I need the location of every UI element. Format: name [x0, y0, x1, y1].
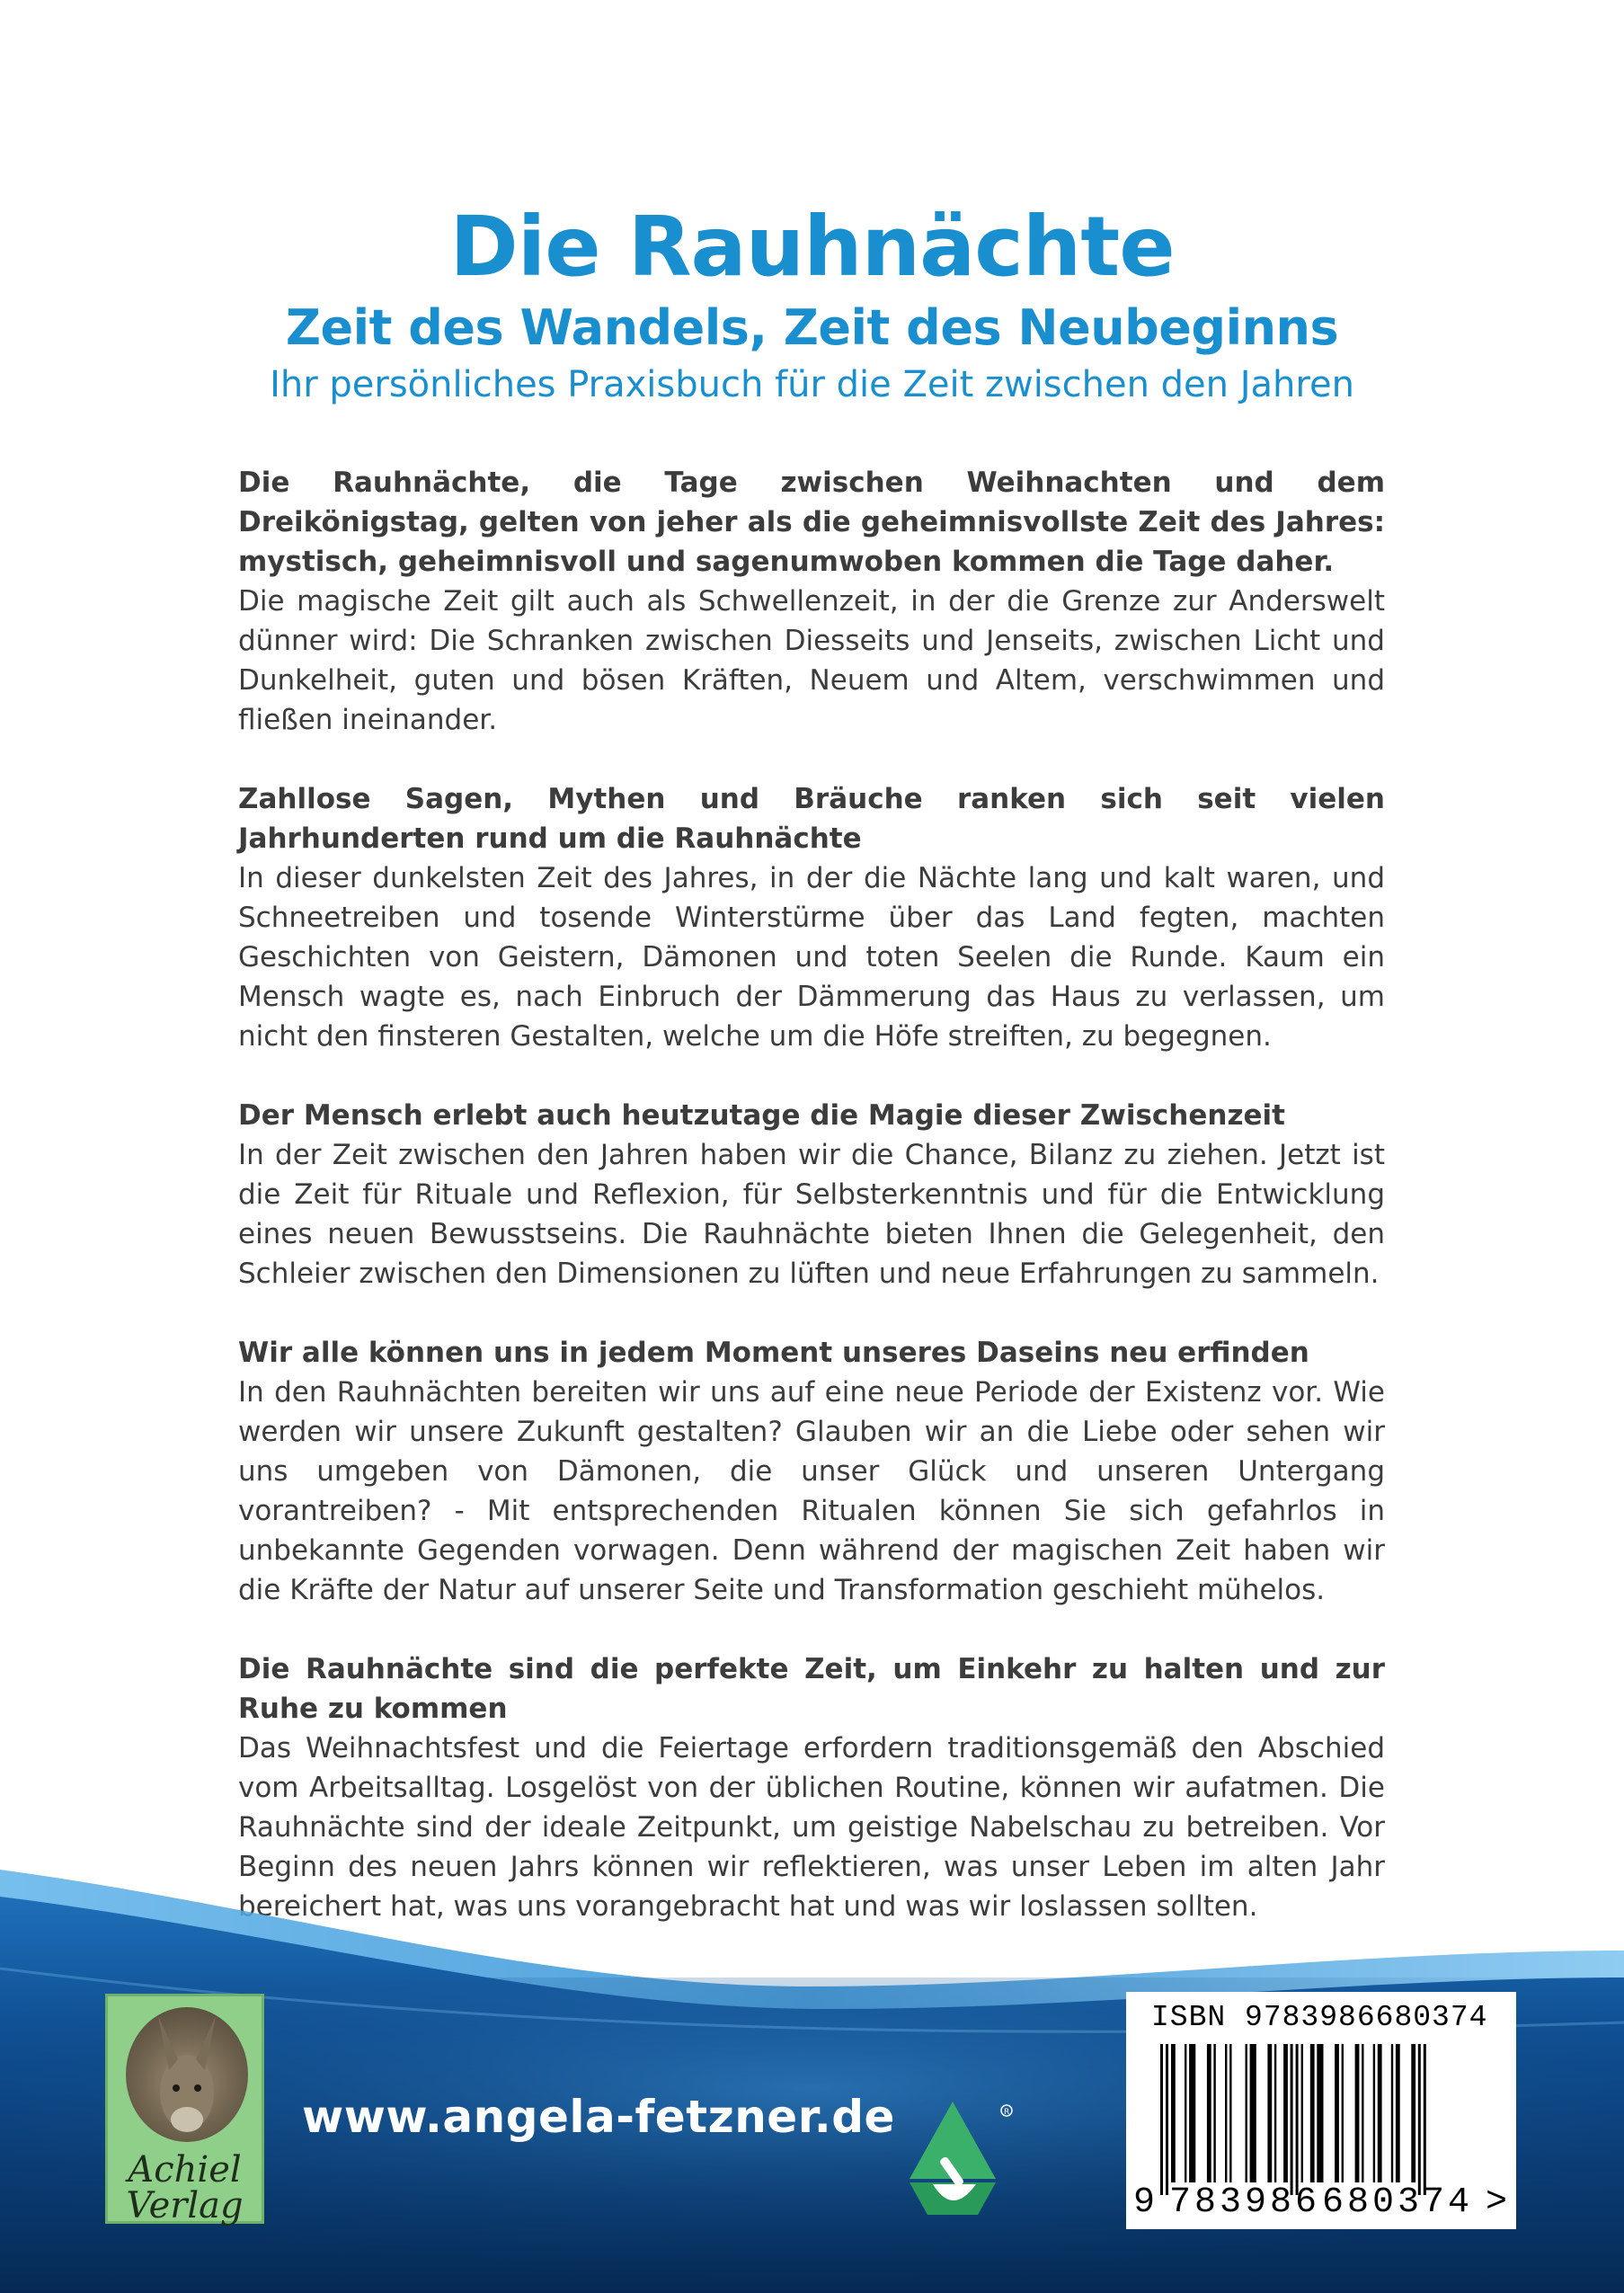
barcode-bar [1396, 2044, 1400, 2182]
barcode-bar [1411, 2044, 1415, 2182]
barcode-digits [1126, 2182, 1516, 2226]
section-body: In der Zeit zwischen den Jahren haben wir die Chance, Bilanz zu ziehen. Jetzt ist die Zeit für Rituale und Reflexion, für Selbsterkenntnis und für die Entwicklung eines neuen Bewusstseins. Die Rauhnächte bieten Ihnen die Gelegenheit, den Schleier zwischen den Dimensionen zu lüften und neue Erfahrungen zu sammeln. [238, 1139, 1385, 1290]
barcode-bar [1246, 2044, 1247, 2182]
barcode-bar [1267, 2044, 1272, 2182]
section-heading: Der Mensch erlebt auch heutzutage die Magie dieser Zwischenzeit [238, 1099, 1285, 1132]
barcode-bar [1189, 2044, 1195, 2182]
svg-text:R: R [1004, 2108, 1010, 2117]
blurb-section [238, 463, 1385, 740]
header [0, 198, 1624, 410]
barcode-bar [1250, 2044, 1256, 2182]
barcode-bar [1283, 2044, 1288, 2182]
barcode-bar [1301, 2044, 1303, 2182]
website-url[interactable]: www.angela-fetzner.de [302, 2091, 895, 2143]
barcode-bar [1166, 2044, 1168, 2195]
section-heading: Die Rauhnächte, die Tage zwischen Weihnachten und dem Dreikönigstag, gelten von jeher als die geheimnisvollste Zeit des Jahres: mystisch, geheimnisvoll und sagenumwoben kommen die Tage daher. [238, 467, 1385, 578]
barcode-first-digit: 9 [1133, 2182, 1156, 2223]
publisher-logo [105, 1994, 264, 2224]
barcode-bar [1171, 2044, 1176, 2182]
barcode-bar [1317, 2044, 1323, 2182]
barcode-bar [1335, 2044, 1339, 2182]
barcode-bar [1373, 2044, 1375, 2182]
barcode-bar [1362, 2044, 1363, 2182]
section-body: In den Rauhnächten bereiten wir uns auf eine neue Periode der Existenz vor. Wie werden wir unsere Zukunft gestalten? Glauben wir an die Liebe oder sehen wir uns umgeben von Dämonen, die unser Glück und unseren Untergang vorantreiben? - Mit entsprechenden Ritualen können Sie sich gefahrlos in unbekannte Gegenden vorwagen. Denn während der magischen Zeit haben wir die Kräfte der Natur auf unserer Seite und Transformation geschieht mühelos. [238, 1376, 1385, 1606]
barcode-left-group: 783986 [1169, 2182, 1321, 2223]
barcode-bar [1418, 2044, 1421, 2195]
barcode-bar [1355, 2044, 1360, 2182]
barcode-bar [1291, 2044, 1293, 2195]
blurb-section [238, 779, 1385, 1056]
section-heading: Zahllose Sagen, Mythen und Bräuche ranken sich seit vielen Jahrhunderten rund um die Rauhnächte [238, 783, 1385, 855]
barcode-bar [1229, 2044, 1231, 2182]
blurb-section [238, 1096, 1385, 1293]
section-body: Das Weihnachtsfest und die Feiertage erfordern traditionsgemäß den Abschied vom Arbeitsalltag. Losgelöst von der üblichen Routine, können wir aufatmen. Die Rauhnächte sind der ideale Zeitpunkt, um geistige Nabelschau zu betreiben. Vor Beginn des neuen Jahrs können wir reflektieren, was unser Leben im alten Jahr bereichert hat, was uns vorangebracht hat und was wir loslassen sollten. [238, 1732, 1385, 1923]
logo-text-line1: Achiel [128, 2149, 242, 2191]
book-title: Die Rauhnächte [449, 199, 1175, 295]
barcode-right-group: 680374 [1322, 2182, 1474, 2223]
section-body: Die magische Zeit gilt auch als Schwellenzeit, in der die Grenze zur Anderswelt dünner wird: Die Schranken zwischen Diesseits und Jenseits, zwischen Licht und Dunkelheit, guten und bösen Kräften, Neuem und Altem, verschwimmen und fließen ineinander. [238, 585, 1385, 736]
isbn-label: ISBN 9783986680374 [1151, 2001, 1488, 2034]
barcode-bar [1207, 2044, 1211, 2182]
barcode-bar [1160, 2044, 1163, 2195]
barcode-bar [1310, 2044, 1315, 2182]
barcode-bar [1274, 2044, 1276, 2182]
book-subtitle: Zeit des Wandels, Zeit des Neubeginns [285, 299, 1339, 356]
mortar-pestle-logo-icon [906, 2102, 1023, 2236]
blurb [238, 463, 1385, 1966]
barcode-bar [1185, 2044, 1186, 2182]
barcode-bar [1424, 2044, 1426, 2195]
barcode-bar [1378, 2044, 1382, 2182]
barcode-bar [1225, 2044, 1227, 2182]
book-tagline: Ihr persönliches Praxisbuch für die Zeit zwischen den Jahren [270, 364, 1354, 405]
section-body: In dieser dunkelsten Zeit des Jahres, in der die Nächte lang und kalt waren, und Schneetreiben und tosende Winterstürme über das Land fegten, machten Geschichten von Geistern, Dämonen und toten Seelen die Runde. Kaum ein Mensch wagte es, nach Einbruch der Dämmerung das Haus zu verlassen, um nicht den finsteren Gestalten, welche um die Höfe streiften, zu begegnen. [238, 862, 1385, 1053]
blurb-section [238, 1333, 1385, 1610]
section-heading: Wir alle können uns in jedem Moment unseres Daseins neu erfinden [238, 1337, 1309, 1369]
section-heading: Die Rauhnächte sind die perfekte Zeit, um Einkehr zu halten und zur Ruhe zu kommen [238, 1653, 1385, 1725]
barcode-bar [1213, 2044, 1215, 2182]
barcode-bar [1391, 2044, 1393, 2182]
barcode-end-mark: > [1486, 2182, 1508, 2223]
barcode-bar [1296, 2044, 1299, 2195]
barcode-bar [1342, 2044, 1344, 2182]
barcode-block [1126, 1992, 1516, 2229]
donkey-image [126, 2007, 248, 2142]
logo-text-line2: Verlag [126, 2185, 244, 2226]
